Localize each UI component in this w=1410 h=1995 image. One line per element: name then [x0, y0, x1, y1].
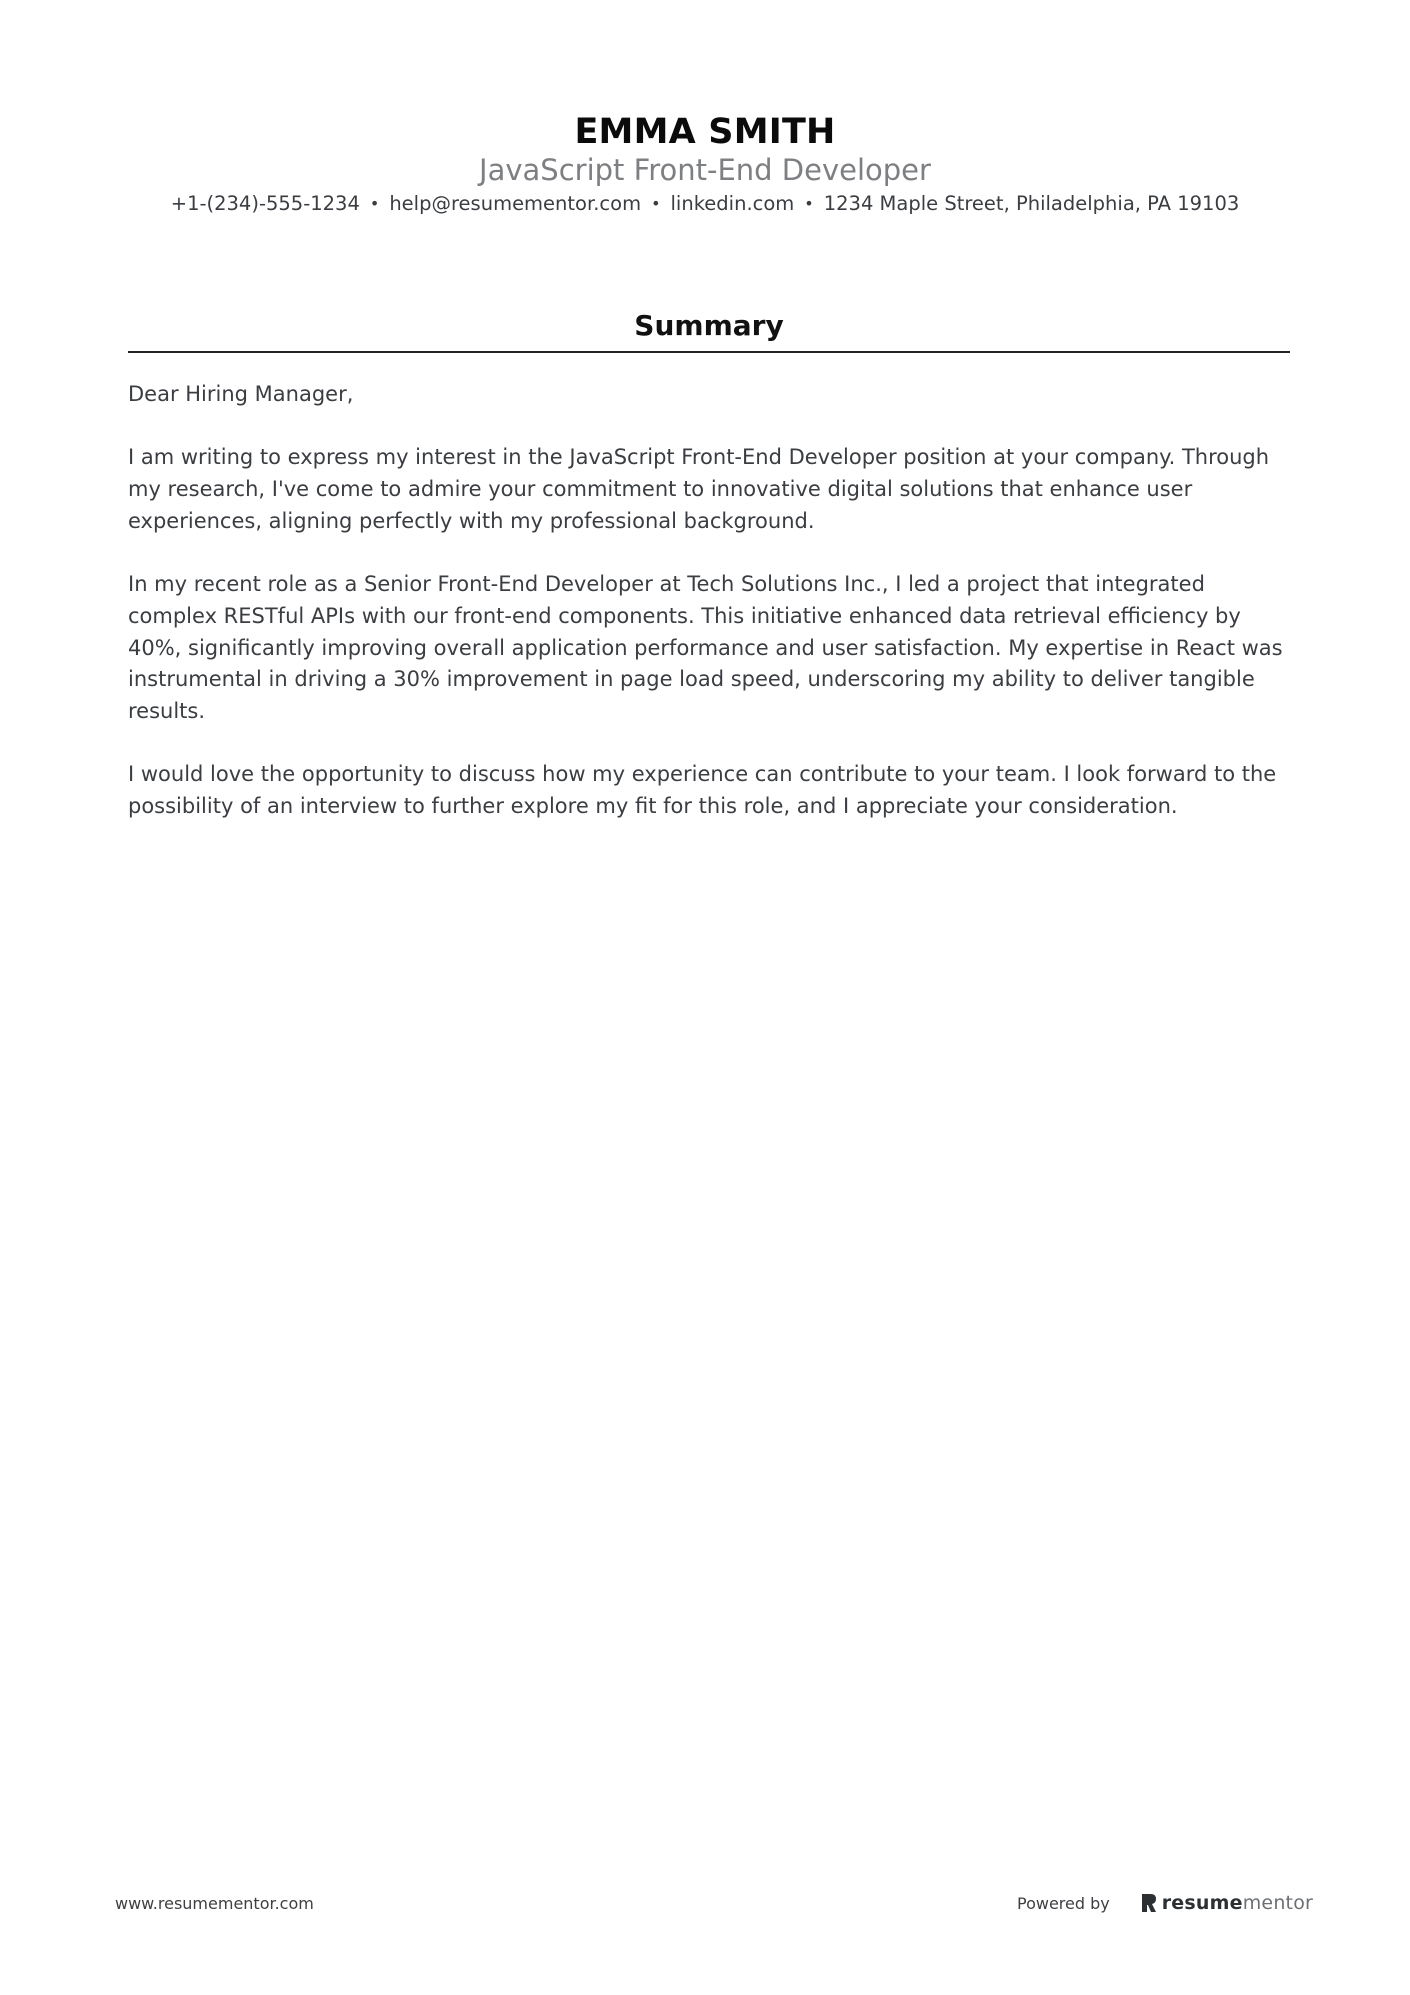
contact-separator: •	[651, 194, 661, 213]
contact-separator: •	[804, 194, 814, 213]
letter-body	[128, 379, 1290, 823]
section-heading: Summary	[634, 309, 784, 342]
contact-email[interactable]: help@resumementor.com	[389, 192, 642, 215]
contact-separator: •	[369, 194, 380, 213]
powered-by-label: Powered by	[1017, 1893, 1110, 1913]
logo-text-bold: resume	[1161, 1892, 1243, 1914]
resume-header	[0, 110, 1410, 218]
footer-website[interactable]: www.resumementor.com	[115, 1894, 314, 1913]
contact-info	[0, 190, 1410, 218]
salutation: Dear Hiring Manager,	[128, 382, 354, 406]
contact-phone: +1-(234)-555-1234	[170, 192, 360, 215]
body-paragraph: I am writing to express my interest in the JavaScript Front-End Developer position at your company. Through my research, I've come to admire your commitment to innovative digital solutions that enhance user experiences, aligning perfectly with my professional background.	[128, 445, 1270, 533]
candidate-name: EMMA SMITH	[574, 112, 836, 152]
resumementor-logo-icon	[1140, 1892, 1158, 1914]
contact-linkedin[interactable]: linkedin.com	[670, 192, 795, 215]
footer-branding	[1017, 1888, 1313, 1918]
summary-section	[128, 301, 1290, 854]
body-paragraph: I would love the opportunity to discuss how my experience can contribute to your team. I look forward to the possibility of an interview to further explore my fit for this role, and I appreciate your consideration.	[128, 762, 1277, 819]
section-divider	[128, 351, 1290, 353]
resumementor-logo[interactable]	[1162, 1892, 1313, 1914]
logo-text-light: mentor	[1242, 1892, 1314, 1914]
contact-address: 1234 Maple Street, Philadelphia, PA 19103	[823, 192, 1240, 215]
job-title: JavaScript Front-End Developer	[479, 153, 931, 187]
body-paragraph: In my recent role as a Senior Front-End Developer at Tech Solutions Inc., I led a project that integrated complex RESTful APIs with our front-end components. This initiative enhanced data retrieval efficiency by 40%, significantly improving overall application performance and user satisfaction. My expertise in React was instrumental in driving a 30% improvement in page load speed, underscoring my ability to deliver tangible results.	[128, 572, 1283, 723]
